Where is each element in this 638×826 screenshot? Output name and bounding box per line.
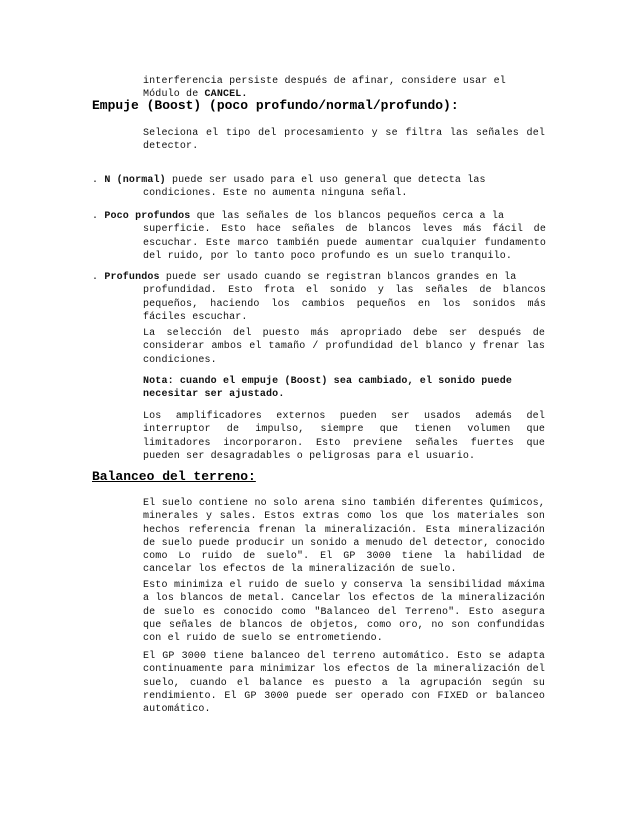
boost-normal-item <box>92 174 546 201</box>
continued-line-2-text: Módulo de <box>143 89 205 101</box>
ground-paragraph-2: Esto minimiza el ruido de suelo y conserva la sensibilidad máxima a los blancos de metal. Cancelar los efectos de la mineralización de suelo es conocido como "Balanceo del Terreno". Esto asegura que señales de blancos de objetos, como oro, no son confundidas con el ruido de suelo se entrometiendo. <box>143 580 545 645</box>
boost-deep-item <box>92 271 546 324</box>
cancel-module-name: CANCEL. <box>204 89 248 101</box>
boost-shallow-item <box>92 210 546 263</box>
bullet-dot: . <box>92 211 105 222</box>
deep-continuation: profundidad. Esto frota el sonido y las señales de blancos pequeños, haciendo los cambios pequeños en los sonidos más fáciles escuchar. <box>143 285 546 323</box>
boost-note-text: Nota: cuando el empuje (Boost) sea cambiado, el sonido puede necesitar ser ajustado. <box>143 376 513 401</box>
continued-line-1: interferencia persiste después de afinar, considere usar el <box>143 76 506 87</box>
boost-selection-paragraph: La selección del puesto más apropriado debe ser después de considerar ambos el tamaño / profundidad del blanco y frenar las condiciones. <box>143 328 545 366</box>
boost-note <box>143 375 545 402</box>
shallow-continuation: superficie. Esto hace señales de blancos leves más fácil de escuchar. Este marco también puede aumentar cualquier fundamento del ruido, por lo tanto poco profundo es un suelo tranquilo. <box>143 224 546 262</box>
bullet-dot: . <box>92 272 105 283</box>
normal-term: N (normal) <box>104 175 166 186</box>
normal-continuation: condiciones. Este no aumenta ninguna señal. <box>143 188 408 200</box>
boost-heading: Empuje (Boost) (poco profundo/normal/profundo): <box>92 98 459 113</box>
ground-balance-heading: Balanceo del terreno: <box>92 469 256 484</box>
ground-paragraph-1: El suelo contiene no solo arena sino también diferentes Químicos, minerales y sales. Estos extras como los que los materiales son hechos referencia frenan la mineralización. Esta mineralización de suelo puede producir un sonido a menudo del detector, conocido como Lo ruido de suelo". El GP 3000 tiene la habilidad de cancelar los efectos de la mineralización de suelo. <box>143 498 545 576</box>
amplifiers-paragraph: Los amplificadores externos pueden ser usados además del interruptor de impulso, siempre que tienen volumen que limitadores incorporaron. Esto previene señales fuertes que pueden ser desagradables o peligrosas para el usuario. <box>143 411 545 462</box>
normal-lead-text: puede ser usado para el uso general que detecta las <box>165 175 486 186</box>
deep-term: Profundos <box>104 272 160 283</box>
boost-intro: Seleciona el tipo del procesamiento y se filtra las señales del detector. <box>143 128 545 153</box>
deep-lead-text: puede ser usado cuando se registran blancos grandes en la <box>159 272 517 283</box>
shallow-lead-text: que las señales de los blancos pequeños cerca a la <box>190 211 505 222</box>
ground-paragraph-3: El GP 3000 tiene balanceo del terreno automático. Esto se adapta continuamente para minimizar los efectos de la mineralización del suelo, cuando el balance es puesto a la agrupación según su rendimiento. El GP 3000 puede ser operado con FIXED or balanceo automático. <box>143 651 545 716</box>
shallow-term: Poco profundos <box>104 211 191 222</box>
bullet-dot: . <box>92 175 105 186</box>
